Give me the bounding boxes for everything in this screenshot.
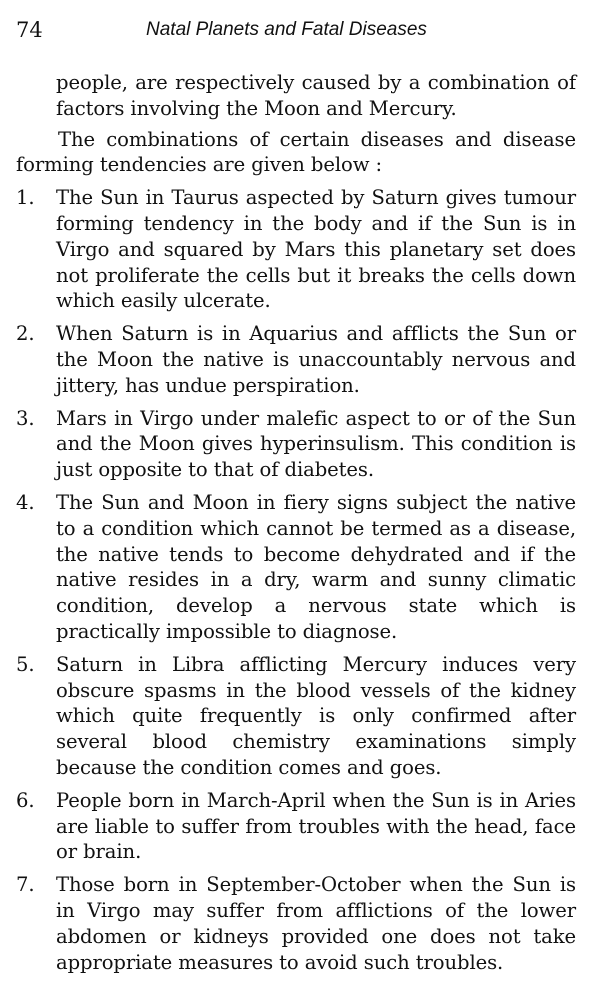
body-text [16,70,576,975]
list-item-text: When Saturn is in Aquarius and afflicts the Sun or the Moon the native is unaccountably nervous and jittery, has undue perspiration. [56,322,576,397]
list-item [16,321,576,398]
list-item-text: The Sun in Taurus aspected by Saturn gives tumour forming tendency in the body and if the Sun is in Virgo and squared by Mars this planetary set does not proliferate the cells but it breaks the cells down which easily ulcerate. [56,186,576,313]
list-item-number: 4. [16,490,35,514]
page-number: 74 [16,18,43,42]
continuation-paragraph: people, are respectively caused by a combination of factors involving the Moon and Mercury. [56,71,576,120]
list-item [16,872,576,975]
list-item-text: Those born in September-October when the Sun is in Virgo may suffer from afflictions of the lower abdomen or kidneys provided one does not take appropriate measures to avoid such troubles. [56,873,576,974]
list-item-text: People born in March-April when the Sun is in Aries are liable to suffer from troubles with the head, face or brain. [56,788,576,864]
list-item [16,652,576,781]
list-item-number: 5. [16,652,35,676]
list-item [16,185,576,314]
running-header [16,18,586,46]
list-item [16,788,576,865]
list-item-number: 6. [16,788,35,812]
list-item [16,406,576,483]
list-item-number: 1. [16,186,35,210]
intro-paragraph: The combinations of certain diseases and disease forming tendencies are given below : [16,127,576,177]
list-item [16,490,576,645]
disease-combinations-list [16,185,576,975]
running-title: Natal Planets and Fatal Diseases [146,19,427,40]
list-item-text: The Sun and Moon in fiery signs subject the native to a condition which cannot be termed as a disease, the native tends to become dehydrated and if the native resides in a dry, warm and sunny climatic condition, develop a nervous state which is practically impossible to diagnose. [56,490,576,643]
list-item-number: 3. [16,406,35,430]
list-item-text: Saturn in Libra afflicting Mercury induces very obscure spasms in the blood vessels of the kidney which quite frequently is only confirmed after several blood chemistry examinations simply because the condition comes and goes. [56,652,576,779]
list-item-number: 2. [16,322,35,346]
list-item-number: 7. [16,873,35,897]
list-item-text: Mars in Virgo under malefic aspect to or of the Sun and the Moon gives hyperinsulism. This condition is just opposite to that of diabetes. [56,406,576,482]
